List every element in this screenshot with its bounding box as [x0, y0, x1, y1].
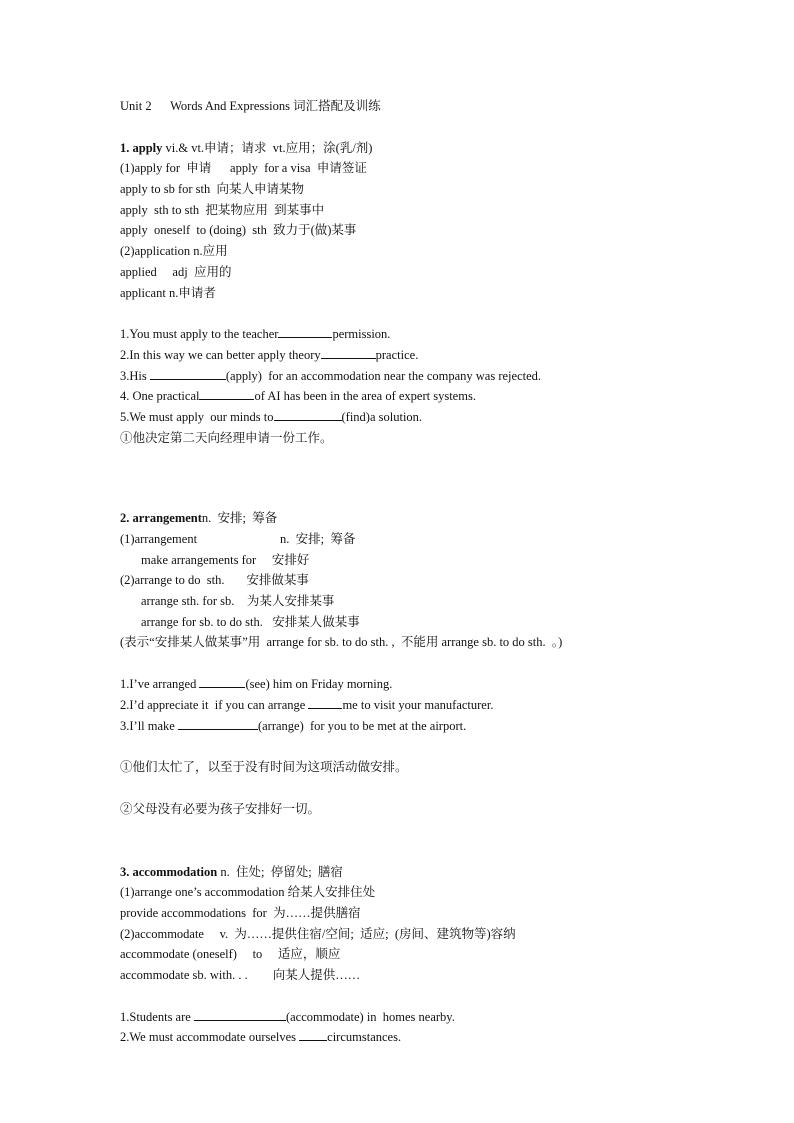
translation-line: ①他们太忙了，以至于没有时间为这项活动做安排。	[120, 760, 408, 775]
exercise-line: 2.We must accommodate ourselves circumstances.	[120, 1030, 402, 1045]
exercise-line: 1.You must apply to the teacher permission.	[120, 327, 391, 342]
answer-blank[interactable]	[299, 1028, 327, 1041]
section-apply	[120, 138, 720, 449]
usage-line: arrange sth. for sb. 为某人安排某事	[141, 594, 335, 609]
entry-heading	[120, 138, 720, 159]
usage-line: make arrangements for 安排好	[141, 552, 310, 567]
headword: 3. accommodation	[120, 864, 218, 879]
translation-line: ①他决定第二天向经理申请一份工作。	[120, 430, 333, 445]
usage-line: apply to sb for sth 向某人申请某物	[120, 182, 305, 197]
page-title: Unit 2 Words And Expressions 词汇搭配及训练	[120, 99, 381, 113]
usage-line: (1)arrange one’s accommodation 给某人安排住处	[120, 885, 376, 900]
entry-heading	[120, 862, 720, 883]
section-arrangement	[120, 508, 720, 819]
headword: 1. apply	[120, 140, 163, 155]
usage-line: arrange for sb. to do sth. 安排某人做某事	[141, 614, 360, 629]
usage-line: (2)application n.应用	[120, 244, 228, 259]
answer-blank[interactable]	[194, 1008, 286, 1021]
exercise-line: 4. One practical of AI has been in the area of expert systems.	[120, 389, 476, 404]
answer-blank[interactable]	[150, 367, 226, 380]
answer-blank[interactable]	[178, 717, 258, 730]
answer-blank[interactable]	[199, 675, 245, 688]
answer-blank[interactable]	[308, 696, 342, 709]
exercise-line: 3.His (apply) for an accommodation near the company was rejected.	[120, 368, 542, 383]
usage-line: (2)arrange to do sth. 安排做某事	[120, 573, 309, 588]
headword-definition: vi.& vt.申请；请求 vt.应用；涂(乳/剂)	[162, 140, 373, 155]
section-accommodation	[120, 862, 720, 1049]
exercise-line: 1.I’ve arranged (see) him on Friday morning.	[120, 677, 393, 692]
usage-line: applicant n.申请者	[120, 285, 216, 300]
usage-line: provide accommodations for 为……提供膳宿	[120, 905, 361, 920]
exercise-line: 2.I’d appreciate it if you can arrange me to visit your manufacturer.	[120, 697, 494, 712]
translation-line: ②父母没有必要为孩子安排好一切。	[120, 801, 321, 816]
usage-line: applied adj 应用的	[120, 264, 232, 279]
document-page	[120, 96, 720, 1048]
usage-line: (2)accommodate v. 为……提供住宿/空间; 适应; (房间、建筑物等)容纳	[120, 926, 516, 941]
exercise-line: 1.Students are (accommodate) in homes nearby.	[120, 1009, 455, 1024]
answer-blank[interactable]	[321, 346, 376, 359]
headword-definition: n. 住处; 停留处; 膳宿	[217, 864, 343, 879]
usage-line: accommodate sb. with. . . 向某人提供……	[120, 968, 361, 982]
usage-line: (1)apply for 申请 apply for a visa 申请签证	[120, 161, 367, 176]
usage-line: apply oneself to (doing) sth 致力于(做)某事	[120, 223, 357, 238]
exercise-line: 3.I’ll make (arrange) for you to be met at the airport.	[120, 718, 467, 733]
answer-blank[interactable]	[274, 408, 342, 421]
answer-blank[interactable]	[199, 387, 254, 400]
exercise-line: 5.We must apply our minds to (find)a solution.	[120, 409, 423, 424]
usage-line: (1)arrangement n. 安排; 筹备	[120, 532, 356, 546]
usage-line: accommodate (oneself) to 适应，顺应	[120, 947, 341, 962]
headword-definition: n. 安排; 筹备	[201, 511, 278, 526]
usage-line: apply sth to sth 把某物应用 到某事中	[120, 202, 325, 217]
usage-note: (表示“安排某人做某事”用 arrange for sb. to do sth. , 不能用 arrange sb. to do sth. 。)	[120, 635, 563, 650]
exercise-line: 2.In this way we can better apply theory practice.	[120, 347, 419, 362]
entry-heading	[120, 508, 720, 529]
headword: 2. arrangement	[120, 511, 202, 526]
answer-blank[interactable]	[278, 325, 332, 338]
